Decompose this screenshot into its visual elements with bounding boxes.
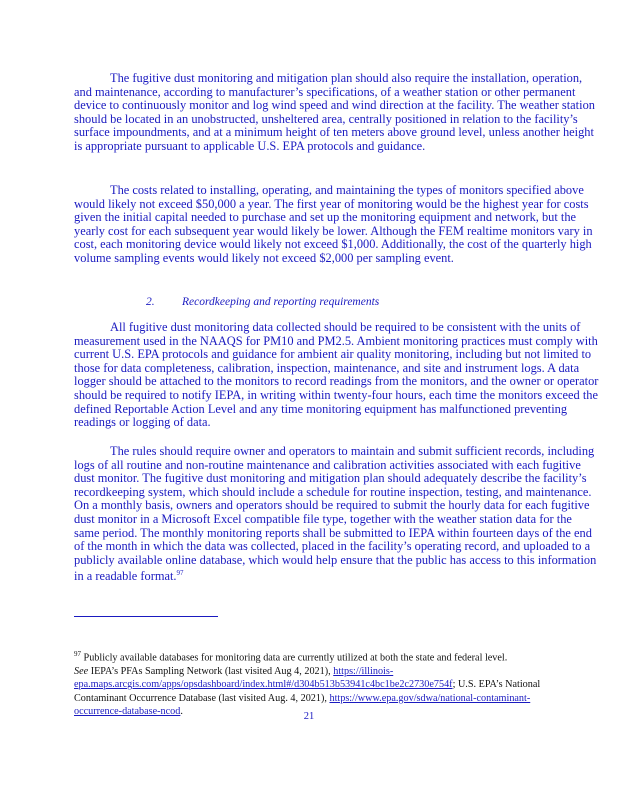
paragraph-text [74,445,600,584]
page-number: 21 [303,711,315,722]
footnote-paragraph [74,648,574,718]
paragraph-body: The rules should require owner and operators to maintain and submit sufficient records, including logs of all routine and non-routine maintenance and calibration activities associated with each fugitive dust monitor. The fugitive dust monitoring and mitigation plan should adequately describe the facility’s recordkeeping system, which should include a schedule for routine inspection, testing, and maintenance. On a monthly basis, owners and operators should be required to submit the hourly data for each fugitive dust monitor in a Microsoft Excel compatible file type, together with the weather station data for the same period. The monthly monitoring reports shall be submitted to IEPA within fourteen days of the end of the month in which the data was collected, placed in the facility’s operating record, and uploaded to a publicly available online database, which would help ensure that the public has access to this information in a readable format. [74,444,597,584]
footnote [74,648,574,718]
footnote-text-2: IEPA’s PFAs Sampling Network (last visited Aug 4, 2021), [88,665,334,677]
section-subheading [146,296,379,308]
footnote-link-iepa[interactable]: https://illinois-epa.maps.arcgis.com/apps/opsdashboard/index.html#/d304b513b53941c4bc1be2c2730e754f [74,665,453,691]
footnote-separator [74,616,218,617]
subheading-title: Recordkeeping and reporting requirements [182,296,380,308]
paragraph-text: All fugitive dust monitoring data collected should be required to be consistent with the units of measurement used in the NAAQS for PM10 and PM2.5. Ambient monitoring practices must comply with current U.S. EPA protocols and guidance for ambient air quality monitoring, including but not limited to those for data completeness, calibration, inspection, maintenance, and site and instrument logs. A data logger should be attached to the monitors to record readings from the monitors, and the owner or operator should be required to notify IEPA, in writing within twenty-four hours, each time the monitors exceed the defined Reportable Action Level and any time monitoring equipment has malfunctioned preventing readings or logging of data. [74,320,599,430]
footnote-link-epa[interactable]: https://www.epa.gov/sdwa/national-contaminant-occurrence-database-ncod [74,692,531,718]
footnote-number: 97 [74,650,81,658]
paragraph-text: The fugitive dust monitoring and mitigation plan should also require the installation, operation, and maintenance, according to manufacturer’s specifications, of a weather station or other permanent device to continuously monitor and log wind speed and wind direction at the facility. The weather station should be located in an unobstructed, unsheltered area, centrally positioned in relation to the facility’s surface impoundments, and at a minimum height of ten meters above ground level, unless another height is appropriate pursuant to applicable U.S. EPA protocols and guidance. [74,71,595,153]
paragraph-text: The costs related to installing, operating, and maintaining the types of monitors specified above would likely not exceed $50,000 a year. The first year of monitoring would be the highest year for costs given the initial capital needed to purchase and set up the monitoring equipment and network, but the yearly cost for each subsequent year would likely be lower. Although the FEM realtime monitors vary in cost, each monitoring device would likely not exceed $1,000. Additionally, the cost of the quarterly high volume sampling events would likely not exceed $2,000 per sampling event. [74,183,593,265]
paragraph-recordkeeping [74,445,600,584]
footnote-text-3: ; U.S. EPA’s National Contaminant Occurrence Database (last visited Aug. 4, 2021), [74,679,541,704]
paragraph-weather-station [74,72,600,154]
footnote-end: . [180,706,183,718]
paragraph-data-consistency [74,321,600,430]
footnote-reference[interactable]: 97 [176,569,184,578]
footnote-signal: See [74,665,89,677]
footnote-text-1: Publicly available databases for monitoring data are currently utilized at both the state and federal level. [81,652,508,664]
subheading-number: 2. [146,296,155,308]
paragraph-monitoring-costs [74,184,600,266]
